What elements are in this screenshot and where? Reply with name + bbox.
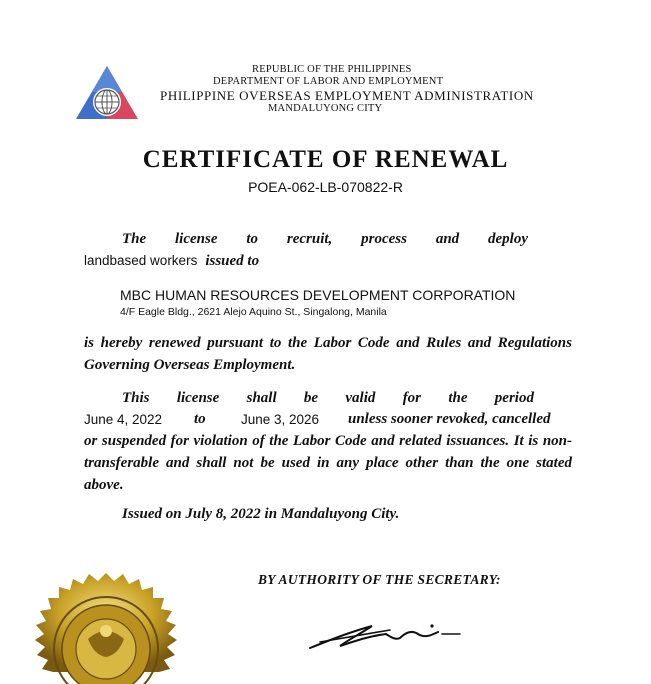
- validity-word: valid: [345, 390, 376, 406]
- worker-type: landbased workers: [84, 253, 198, 268]
- certificate-title: CERTIFICATE OF RENEWAL: [142, 146, 509, 173]
- validity-word: period: [494, 390, 534, 406]
- intro-word: and: [435, 231, 460, 247]
- end-date: June 3, 2026: [241, 412, 320, 427]
- validity-word: for: [402, 390, 422, 406]
- header-department: DEPARTMENT OF LABOR AND EMPLOYMENT: [213, 76, 444, 87]
- signature-icon: [300, 618, 470, 652]
- to-word: to: [194, 411, 206, 427]
- intro-word: deploy: [488, 231, 528, 247]
- authority-statement: BY AUTHORITY OF THE SECRETARY:: [258, 572, 501, 587]
- validity-word: the: [448, 390, 468, 406]
- intro-word: The: [122, 231, 147, 247]
- intro-word: to: [246, 231, 259, 247]
- header-republic: REPUBLIC OF THE PHILIPPINES: [252, 64, 412, 75]
- gold-seal-icon: [0, 564, 216, 684]
- worker-type-line: [84, 252, 259, 270]
- intro-word: process: [361, 231, 407, 247]
- validity-word: license: [176, 390, 220, 406]
- revocation-clause: unless sooner revoked, cancelled: [348, 411, 551, 427]
- company-address: 4/F Eagle Bldg., 2621 Alejo Aquino St., Singalong, Manila: [120, 306, 387, 318]
- validity-paragraph: or suspended for violation of the Labor Code and related issuances. It is non-transferable and shall not be used in any place other than the one stated above.: [84, 433, 572, 493]
- start-date: June 4, 2022: [84, 412, 163, 427]
- company-name: MBC HUMAN RESOURCES DEVELOPMENT CORPORATION: [120, 287, 516, 303]
- issued-statement: Issued on July 8, 2022 in Mandaluyong City.: [122, 506, 400, 522]
- validity-word: shall: [246, 390, 277, 406]
- validity-word: This: [122, 390, 150, 406]
- intro-word: recruit,: [286, 231, 333, 247]
- intro-line: [122, 231, 528, 248]
- validity-word: be: [303, 390, 319, 406]
- header-city: MANDALUYONG CITY: [268, 103, 383, 114]
- validity-line: [122, 390, 534, 407]
- intro-word: license: [175, 231, 218, 247]
- certificate-code: POEA-062-LB-070822-R: [248, 179, 403, 195]
- renewal-paragraph: is hereby renewed pursuant to the Labor Code and Rules and Regulations Governing Overseas Employment.: [84, 335, 572, 373]
- issued-to-label: issued to: [205, 253, 260, 269]
- header-agency: PHILIPPINE OVERSEAS EMPLOYMENT ADMINISTRATION: [160, 88, 534, 103]
- poea-logo-icon: [74, 64, 140, 122]
